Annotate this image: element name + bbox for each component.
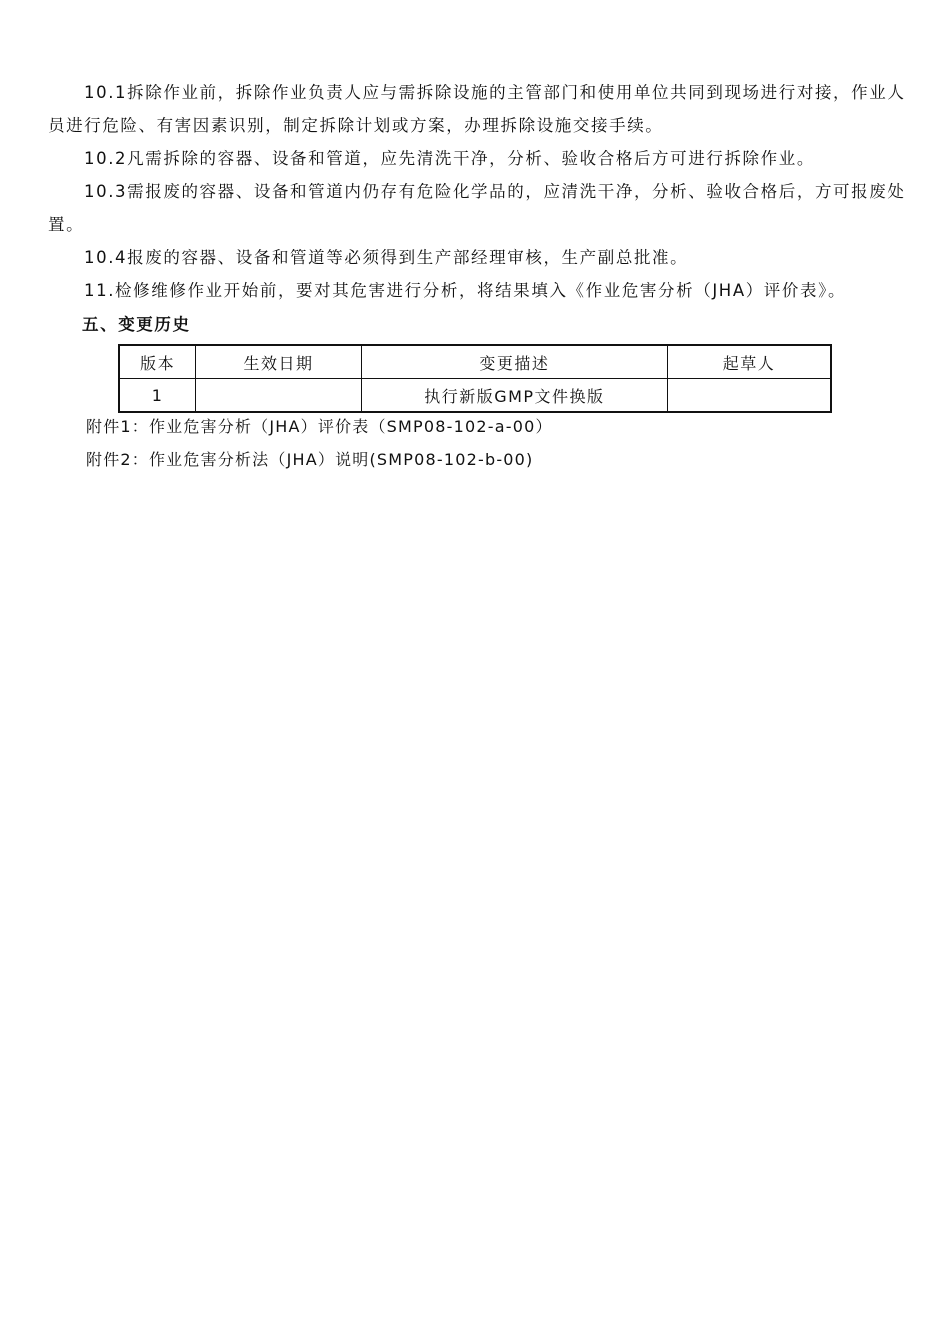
paragraph-10-2: 10.2凡需拆除的容器、设备和管道，应先清洗干净，分析、验收合格后方可进行拆除作业。	[84, 149, 815, 168]
cell-effective-date	[196, 379, 362, 413]
paragraph-10-3: 10.3需报废的容器、设备和管道内仍存有危险化学品的，应清洗干净，分析、验收合格后，方可报废处置。	[48, 182, 906, 234]
attachment-2: 附件2：作业危害分析法（JHA）说明(SMP08-102-b-00)	[86, 450, 534, 469]
section-title-change-history: 五、变更历史	[82, 315, 191, 334]
change-history-table	[118, 344, 832, 413]
header-version: 版本	[119, 345, 196, 379]
header-change-description: 变更描述	[361, 345, 667, 379]
header-effective-date: 生效日期	[196, 345, 362, 379]
paragraph-10-1: 10.1拆除作业前，拆除作业负责人应与需拆除设施的主管部门和使用单位共同到现场进行对接，作业人员进行危险、有害因素识别，制定拆除计划或方案，办理拆除设施交接手续。	[48, 83, 906, 135]
attachment-1: 附件1：作业危害分析（JHA）评价表（SMP08-102-a-00）	[86, 417, 553, 436]
paragraph-11: 11.检修维修作业开始前，要对其危害进行分析，将结果填入《作业危害分析（JHA）评价表》。	[84, 281, 847, 300]
cell-version: 1	[119, 379, 196, 413]
cell-drafter	[667, 379, 831, 413]
header-drafter: 起草人	[667, 345, 831, 379]
cell-change-description: 执行新版GMP文件换版	[361, 379, 667, 413]
paragraph-10-4: 10.4报废的容器、设备和管道等必须得到生产部经理审核，生产副总批准。	[84, 248, 689, 267]
table-header-row	[119, 345, 831, 379]
table-row	[119, 379, 831, 413]
